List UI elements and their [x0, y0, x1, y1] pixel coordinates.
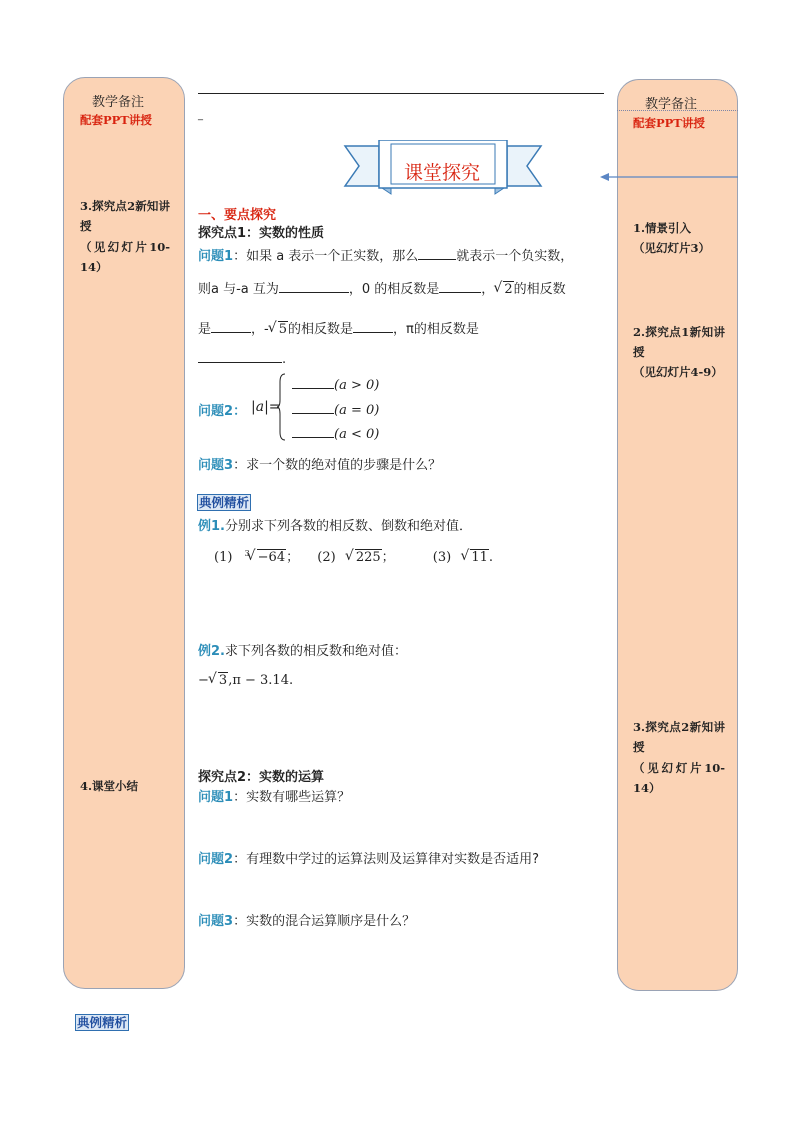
right-note-point2-slides: （见幻灯片10-14） [633, 761, 725, 795]
example2-expression: −√ 3,π − 3.14. [198, 673, 293, 688]
point1-title: 探究点1：实数的性质 [198, 226, 325, 241]
point2-question1: 问题1：实数有哪些运算？ [198, 790, 351, 805]
point2-title: 探究点2：实数的运算 [198, 770, 325, 785]
right-panel-title: 教学备注 [645, 97, 698, 112]
left-note-slides: （见幻灯片10-14） [80, 240, 170, 274]
point2-question2: 问题2：有理数中学过的运算法则及运算律对实数是否适用? [198, 852, 539, 867]
abs-value-expression: |a|= [251, 399, 281, 415]
point1-question2: 问题2： [198, 404, 247, 419]
right-note-intro-slides: （见幻灯片3） [633, 241, 711, 255]
header-rule [198, 93, 604, 94]
abs-case-zero: (a = 0) [292, 401, 379, 418]
right-note-point1-slides: （见幻灯片4-9） [633, 365, 723, 379]
right-note-point2: 3.探究点2新知讲授 [633, 720, 725, 754]
example2: 例2.求下列各数的相反数和绝对值： [198, 644, 407, 659]
footer-example-label: 典例精析 [77, 1015, 128, 1030]
abs-case-negative: (a < 0) [292, 425, 379, 442]
point1-question1: 问题1：如果 a 表示一个正实数，那么 就表示一个负实数， [198, 249, 574, 264]
abs-case-positive: (a > 0) [292, 376, 379, 393]
header-dash: _ [198, 110, 203, 121]
right-note-intro: 1.情景引入 [633, 221, 692, 235]
example1: 例1.分别求下列各数的相反数、倒数和绝对值． [198, 519, 472, 534]
pointer-arrow-icon [600, 172, 740, 182]
point1-question1-line2: 则a 与-a 互为 ，0 的相反数是 ，√ 2的相反数 [198, 278, 566, 297]
point1-question1-line3: 是 ，-√ 5的相反数是 ，π的相反数是 [198, 318, 479, 337]
section-title: 一、要点探究 [198, 208, 277, 223]
point2-question3: 问题3：实数的混合运算顺序是什么？ [198, 914, 416, 929]
right-panel-subtitle: 配套PPT讲授 [633, 116, 705, 130]
example1-items: (1) $^3$√ −64； (2) √ 225； (3) √ 11. [214, 546, 493, 565]
right-notes-panel [617, 79, 738, 991]
left-panel-subtitle: 配套PPT讲授 [80, 113, 152, 127]
left-note-point2: 3.探究点2新知讲授 [80, 199, 170, 233]
point1-question1-line4: . [198, 350, 286, 367]
left-note-summary: 4.课堂小结 [80, 779, 139, 793]
left-panel-title: 教学备注 [92, 95, 145, 110]
point1-question3: 问题3：求一个数的绝对值的步骤是什么？ [198, 458, 442, 473]
right-note-point1: 2.探究点1新知讲授 [633, 325, 725, 359]
banner-title: 课堂探究 [403, 162, 480, 184]
cases-brace [276, 372, 288, 442]
example-label: 典例精析 [199, 495, 250, 510]
